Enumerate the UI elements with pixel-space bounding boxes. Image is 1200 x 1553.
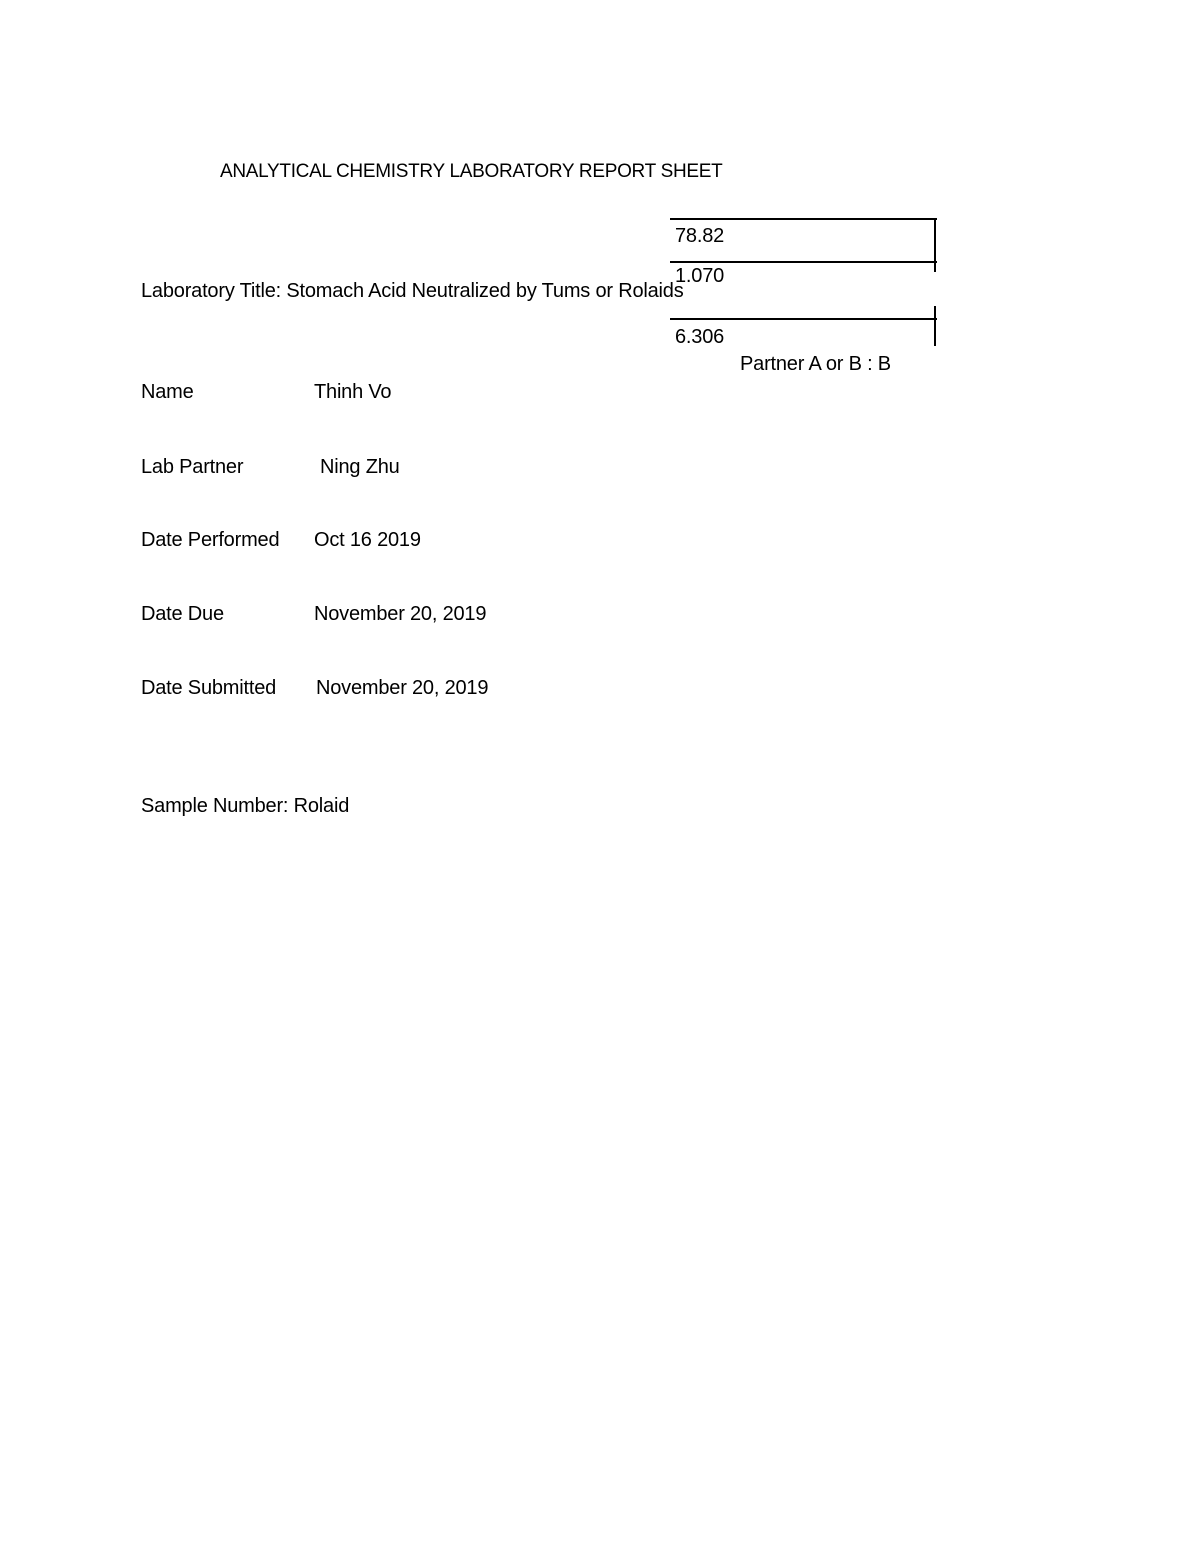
box1-top-border: [670, 218, 937, 220]
sample-number-line: [141, 794, 349, 818]
sample-number-value: Rolaid: [293, 795, 350, 817]
lab-partner-label: Lab Partner: [141, 456, 244, 478]
lab-title-line: [141, 279, 684, 303]
box1-right-border: [934, 218, 936, 272]
score-box-2-value: 1.070: [675, 265, 725, 287]
lab-title-value: Stomach Acid Neutralized by Tums or Rolaids: [286, 280, 684, 302]
score-box-3-value: 6.306: [675, 326, 725, 348]
name-label: Name: [141, 381, 194, 403]
date-submitted-label: Date Submitted: [141, 677, 277, 699]
score-box-1-value: 78.82: [675, 225, 725, 247]
date-due-value: November 20, 2019: [314, 603, 487, 625]
box3-top-border: [670, 318, 937, 320]
lab-title-label: Laboratory Title:: [141, 280, 282, 302]
sample-number-label: Sample Number:: [141, 795, 289, 817]
date-performed-value: Oct 16 2019: [314, 529, 421, 551]
report-title: ANALYTICAL CHEMISTRY LABORATORY REPORT SHEET: [220, 161, 723, 182]
name-value: Thinh Vo: [314, 381, 392, 403]
date-due-label: Date Due: [141, 603, 224, 625]
box1-bottom-border: [670, 261, 937, 263]
date-submitted-value: November 20, 2019: [316, 677, 489, 699]
date-performed-label: Date Performed: [141, 529, 280, 551]
box3-right-border: [934, 306, 936, 346]
partner-ab: Partner A or B : B: [740, 353, 891, 375]
lab-partner-value: Ning Zhu: [320, 456, 400, 478]
score-box-2-clip: [672, 264, 792, 287]
